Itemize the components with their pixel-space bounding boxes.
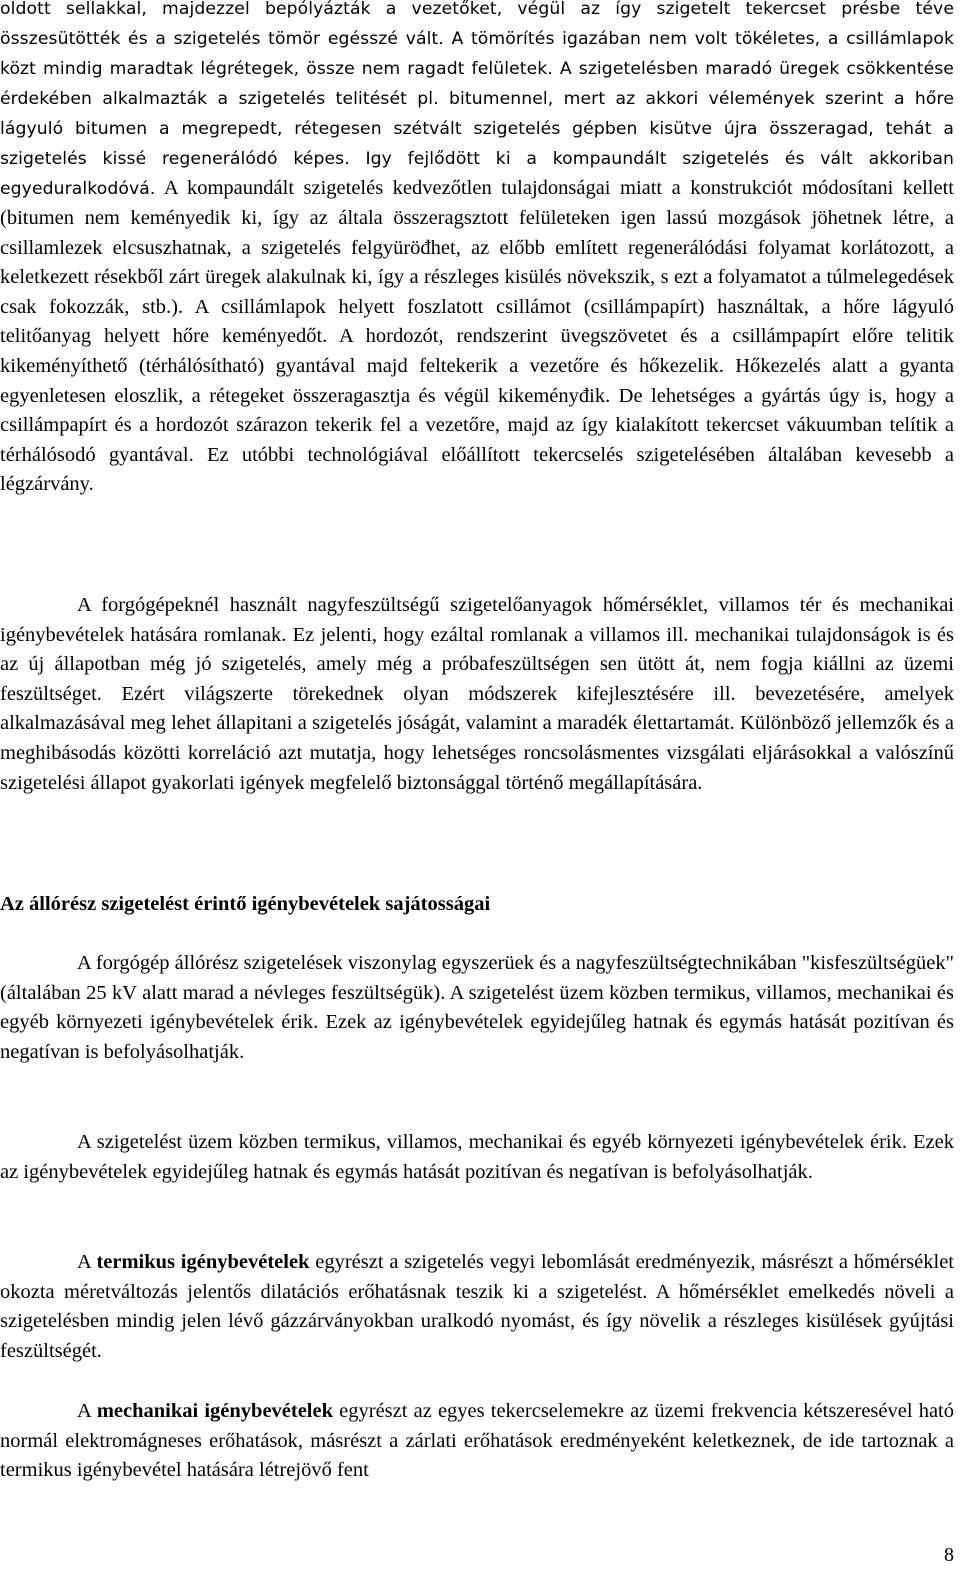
paragraph-1-sans-text: oldott sellakkal, majdezzel bepólyázták a vezetőket, végül az így szigetelt tekercset présbe téve összesütötték és a szigetelés tömör egésszé vált. A tömörítés igazában nem volt tökéletes, a csillámlapok közt mindig maradtak légrétegek, össze nem ragadt felületek. A szigetelésben maradó üregek csökkentése érdekében alkalmazták a szigetelés telitését pl. bitumennel, mert az akkori vélemények szerint a hőre lágyuló bitumen a megrepedt, rétegesen szétvált szigetelés gépben kisütve újra összeragad, tehát a szigetelés kissé regenerálódó képes. Igy fejlődött ki a kompaundált szigetelés és vált akkoriban egyeduralkodóvá. bbox=[0, 0, 954, 199]
term-mechanical-stress: mechanikai igénybevételek bbox=[96, 1400, 334, 1422]
paragraph-5-rest: egyrészt a szigetelés vegyi lebomlását eredményezik, másrészt a hőmérséklet okozta méretváltozás jelentős dilatációs erőhatásnak teszik ki a szigetelést. A hőmérséklet emelkedés növeli a szigetelésben mindig jelen lévő gázzárványokban uralkodó nyomást, és így növelik a részleges kisülések gyújtási feszültségét. bbox=[0, 1251, 954, 1362]
page-number: 8 bbox=[944, 1544, 954, 1566]
paragraph-5-start: A bbox=[77, 1251, 97, 1273]
term-thermal-stress: termikus igénybevételek bbox=[96, 1251, 310, 1273]
paragraph-6-rest: egyrészt az egyes tekercselemekre az üzemi frekvencia kétszeresével ható normál elektromágneses erőhatások, másrészt a zárlati erőhatások eredményeként keletkeznek, de ide tartoznak a termikus igénybevétel hatására létrejövő fent bbox=[0, 1400, 954, 1482]
body-paragraph-6 bbox=[0, 1397, 954, 1486]
section-heading: Az állórész szigetelést érintő igénybevételek sajátosságai bbox=[0, 893, 491, 915]
paragraph-1-serif-text: A kompaundált szigetelés kedvezőtlen tulajdonságai miatt a konstrukciót módosítani kellett (bitumen nem keményedik ki, így az általa összeragsztott felületeken igen lassú mozgások jöhetnek létre, a csillamlezek elcsuszhatnak, a szigetelés felgyüröđhet, az előbb említett regenerálódási folyamat korlátozott, a keletkezett résekből zárt üregek alakulnak ki, így a részleges kisülés növekszik, s ezt a folyamatot a túlmelegedések csak fokozzák, stb.). A csillámlapok helyett foszlatott csillámot (csillámpapírt) használtak, a hőre lágyuló telitőanyag helyett hőre keményedőt. A hordozót, rendszerint üvegszövetet és a csillámpapírt előre telitik kikeményíthető (térhálósítható) gyantával majd feltekerik a vezetőre és hőkezelik. Hőkezelés alatt a gyanta egyenletesen eloszlik, a rétegeket összeragasztja és végül kikeményđik. De lehetséges a gyártás úgy is, hogy a csillámpapírt és a hordozót szárazon tekerik fel a vezetőre, majd az így kialakított tekercset vákuumban telítik a térhálósodó gyantával. Ez utóbbi technológiával előállított tekercselés szigetelésében általában kevesebb a légzárvány. bbox=[0, 177, 954, 496]
body-paragraph-3: A forgógép állórész szigetelések viszonylag egyszerüek és a nagyfeszültségtechnikában "kisfeszültségüek" (általában 25 kV alatt marad a névleges feszültségük). A szigetelést üzem közben termikus, villamos, mechanikai és egyéb környezeti igénybevételek érik. Ezek az igénybevételek egyidejűleg hatnak és egymás hatását pozitívan és negatívan is befolyásolhatják. bbox=[0, 952, 954, 1063]
body-paragraph-5 bbox=[0, 1248, 954, 1366]
paragraph-6-start: A bbox=[77, 1400, 97, 1422]
body-paragraph-1 bbox=[0, 0, 954, 500]
body-paragraph-4: A szigetelést üzem közben termikus, villamos, mechanikai és egyéb környezeti igénybevételek érik. Ezek az igénybevételek egyidejűleg hatnak és egymás hatását pozitívan és negatívan is befolyásolhatják. bbox=[0, 1131, 954, 1183]
body-paragraph-2: A forgógépeknél használt nagyfeszültségű szigetelőanyagok hőmérséklet, villamos tér és mechanikai igénybevételek hatására romlanak. Ez jelenti, hogy ezáltal romlanak a villamos ill. mechanikai tulajdonságok is és az új állapotban még jó szigetelés, amely még a próbafeszültségen sen ütött át, nem fogja kiállni az üzemi feszültséget. Ezért világszerte törekednek olyan módszerek kifejlesztésére ill. bevezetésére, amelyek alkalmazásával meg lehet állapitani a szigetelés jóságát, valamint a maradék élettartamát. Különböző jellemzők és a meghibásodás közötti korreláció azt mutatja, hogy lehetséges roncsolásmentes vizsgálati eljárásokkal a valószínű szigetelési állapot gyakorlati igények megfelelő biztonsággal történő megállapítására. bbox=[0, 594, 954, 794]
